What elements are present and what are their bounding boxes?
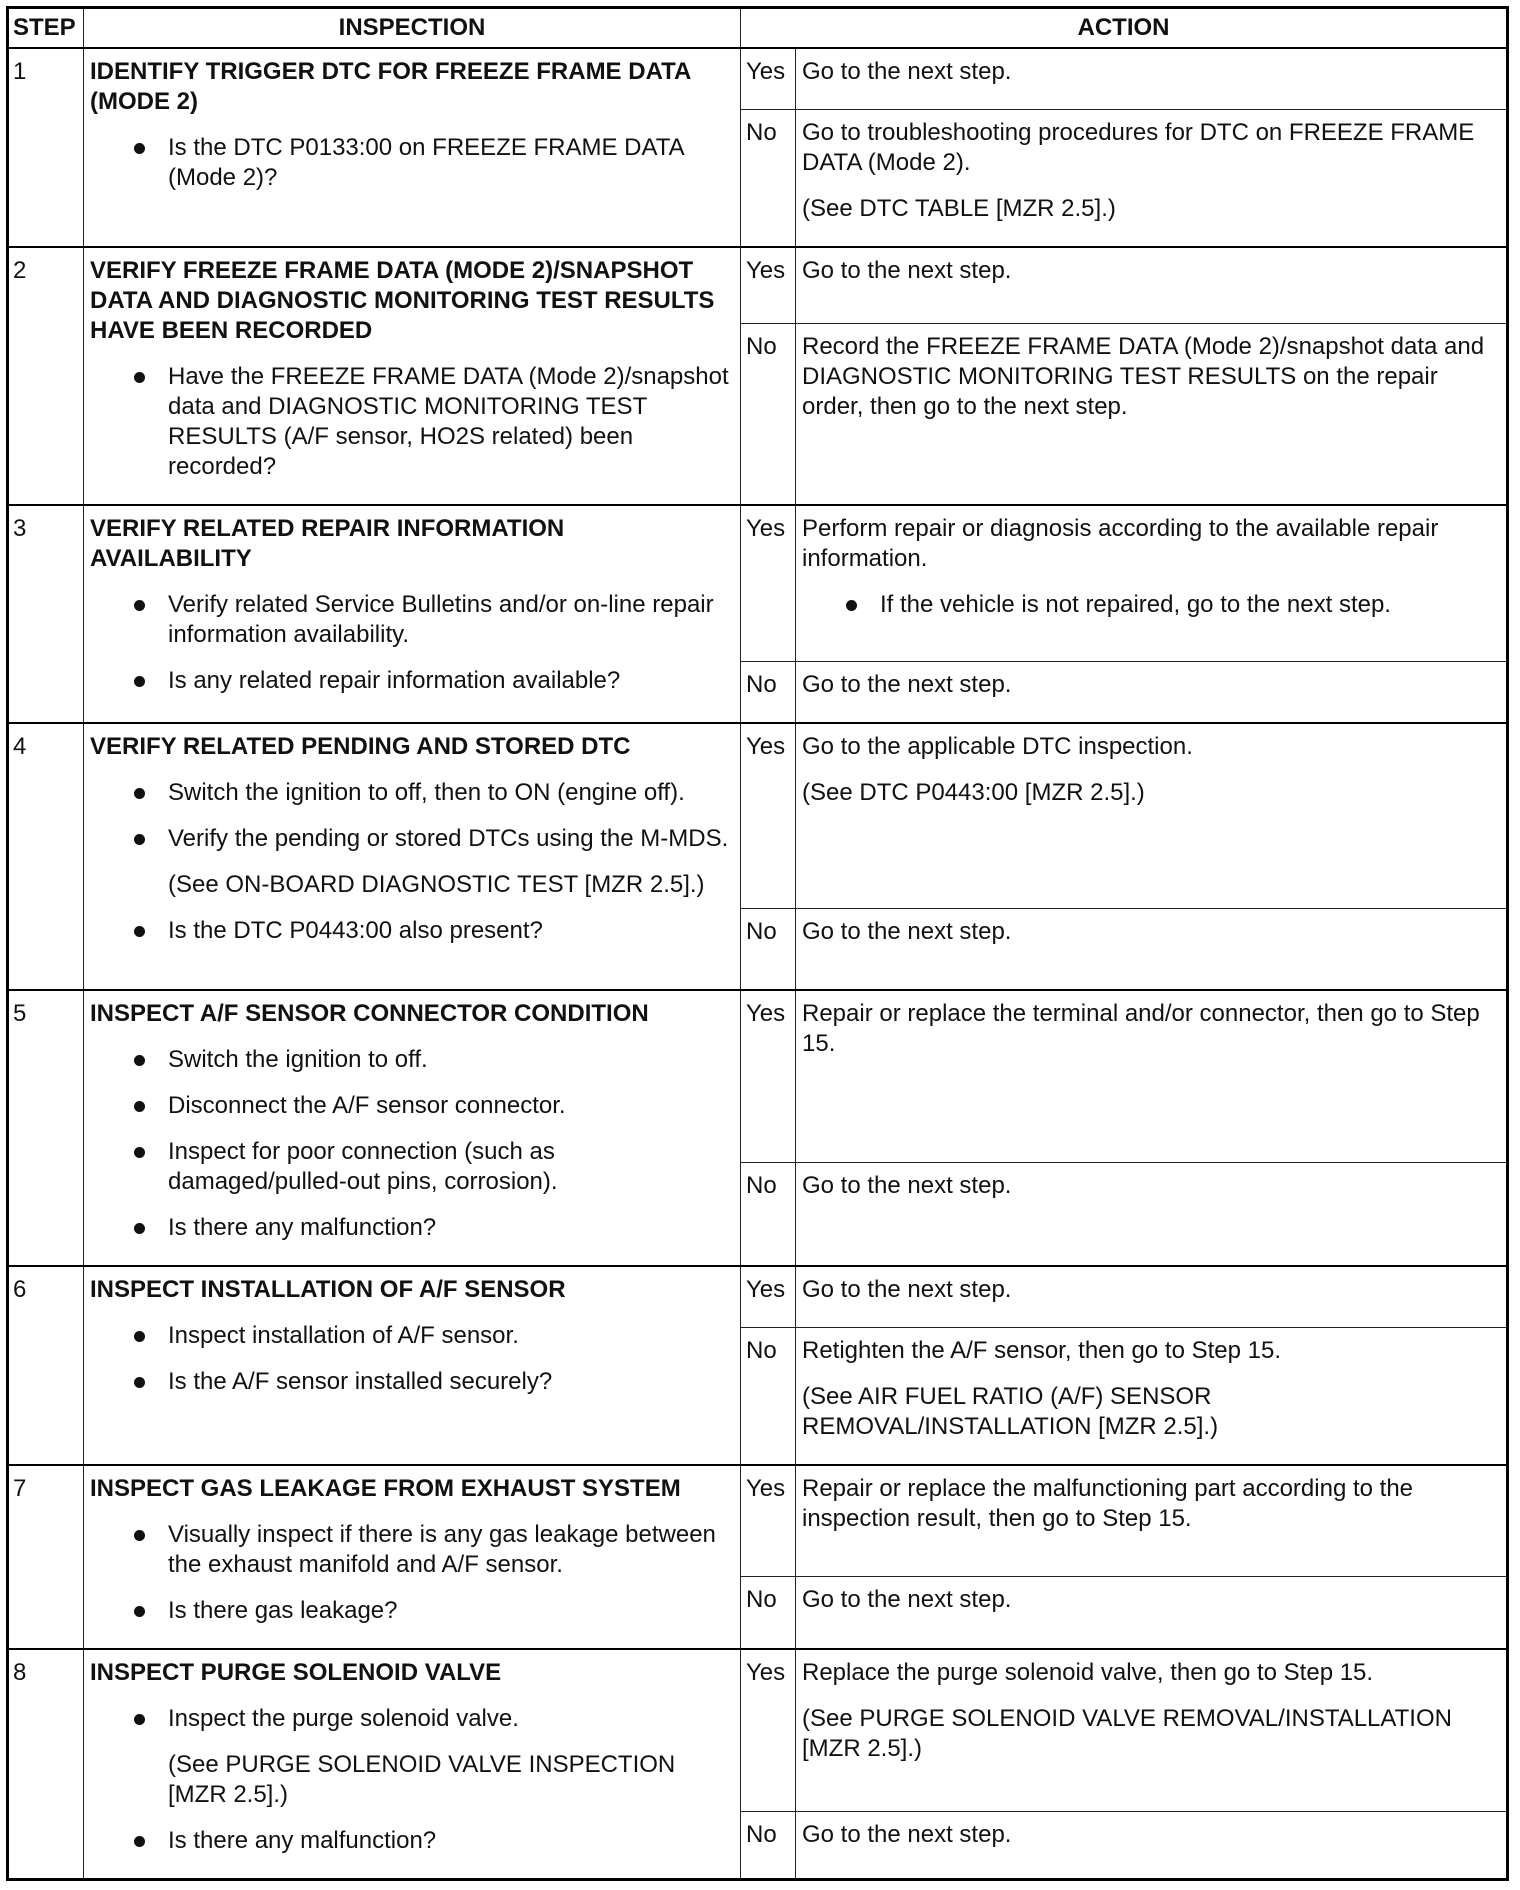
step-5-yes-row: [8, 990, 1508, 1163]
inspection-bullet: Inspect the purge solenoid valve.: [90, 1704, 730, 1734]
step-number: 5: [8, 990, 84, 1266]
step-4-yes-row: [8, 723, 1508, 909]
inspection-bullet: Is there gas leakage?: [90, 1596, 730, 1626]
inspection-cell: [84, 505, 741, 723]
step-number: 6: [8, 1266, 84, 1465]
inspection-bullet: Inspect for poor connection (such as damaged/pulled-out pins, corrosion).: [90, 1137, 730, 1197]
action-text: Go to the next step.: [802, 257, 1012, 284]
action-text: Go to troubleshooting procedures for DTC on FREEZE FRAME DATA (Mode 2).: [802, 119, 1475, 176]
no-label: No: [741, 1811, 796, 1879]
action-text: Go to the applicable DTC inspection.: [802, 732, 1193, 760]
inspection-cell: [84, 990, 741, 1266]
inspection-reference: (See PURGE SOLENOID VALVE INSPECTION [MZR 2.5].): [168, 1750, 676, 1808]
inspection-title: VERIFY RELATED REPAIR INFORMATION AVAILABILITY: [90, 515, 565, 572]
no-action-cell: [796, 1163, 1508, 1266]
inspection-title: INSPECT INSTALLATION OF A/F SENSOR: [90, 1275, 566, 1303]
no-label: No: [741, 909, 796, 990]
action-text: Go to the next step.: [802, 58, 1012, 85]
inspection-title: INSPECT A/F SENSOR CONNECTOR CONDITION: [90, 999, 649, 1027]
action-text: Retighten the A/F sensor, then go to Step 15.: [802, 1336, 1281, 1364]
action-text: Go to the next step.: [802, 1585, 1012, 1613]
yes-action-cell: [796, 505, 1508, 661]
yes-label: Yes: [741, 1649, 796, 1812]
step-8-yes-row: [8, 1649, 1508, 1812]
inspection-bullet: Inspect installation of A/F sensor.: [90, 1321, 730, 1351]
step-3-yes-row: [8, 505, 1508, 661]
inspection-bullet: Switch the ignition to off, then to ON (engine off).: [90, 778, 730, 808]
header-row: [8, 8, 1508, 49]
inspection-title: INSPECT GAS LEAKAGE FROM EXHAUST SYSTEM: [90, 1474, 681, 1502]
no-action-cell: [796, 324, 1508, 505]
inspection-bullet: Verify the pending or stored DTCs using the M-MDS.: [90, 824, 730, 854]
no-label: No: [741, 661, 796, 723]
inspection-bullet: Is the DTC P0443:00 also present?: [90, 916, 730, 946]
yes-label: Yes: [741, 1465, 796, 1577]
action-text: Record the FREEZE FRAME DATA (Mode 2)/snapshot data and DIAGNOSTIC MONITORING TEST RESULTS on the repair order, then go to the next step.: [802, 333, 1485, 421]
no-label: No: [741, 110, 796, 248]
action-text: Go to the next step.: [802, 1820, 1012, 1848]
yes-action-cell: [796, 247, 1508, 324]
yes-label: Yes: [741, 1266, 796, 1328]
yes-action-cell: [796, 1266, 1508, 1328]
step-column-header: STEP: [8, 8, 84, 49]
diagnostic-table: [6, 6, 1509, 1881]
yes-action-cell: [796, 48, 1508, 110]
yes-action-cell: [796, 1465, 1508, 1577]
inspection-cell: [84, 247, 741, 505]
inspection-cell: [84, 1649, 741, 1880]
no-action-cell: [796, 661, 1508, 723]
inspection-bullet: Have the FREEZE FRAME DATA (Mode 2)/snapshot data and DIAGNOSTIC MONITORING TEST RESULTS (A/F sensor, HO2S related) been recorded?: [90, 362, 730, 482]
no-label: No: [741, 1576, 796, 1648]
inspection-bullet: Verify related Service Bulletins and/or on-line repair information availability.: [90, 590, 730, 650]
yes-label: Yes: [741, 48, 796, 110]
action-text: (See DTC TABLE [MZR 2.5].): [802, 195, 1116, 222]
action-text: Go to the next step.: [802, 1172, 1012, 1200]
action-text: (See DTC P0443:00 [MZR 2.5].): [802, 778, 1145, 806]
inspection-title: VERIFY FREEZE FRAME DATA (MODE 2)/SNAPSHOT DATA AND DIAGNOSTIC MONITORING TEST RESULTS HAVE BEEN RECORDED: [90, 257, 715, 344]
yes-label: Yes: [741, 990, 796, 1163]
yes-action-cell: [796, 990, 1508, 1163]
step-number: 8: [8, 1649, 84, 1880]
step-number: 3: [8, 505, 84, 723]
step-number: 7: [8, 1465, 84, 1649]
action-text: (See PURGE SOLENOID VALVE REMOVAL/INSTALLATION [MZR 2.5].): [802, 1704, 1452, 1762]
inspection-title: INSPECT PURGE SOLENOID VALVE: [90, 1658, 502, 1686]
action-text: Go to the next step.: [802, 1275, 1012, 1303]
step-1-yes-row: [8, 48, 1508, 110]
yes-action-cell: [796, 723, 1508, 909]
action-text: Repair or replace the terminal and/or connector, then go to Step 15.: [802, 999, 1480, 1057]
step-6-yes-row: [8, 1266, 1508, 1328]
action-text: (See AIR FUEL RATIO (A/F) SENSOR REMOVAL/INSTALLATION [MZR 2.5].): [802, 1382, 1219, 1440]
no-action-cell: [796, 1576, 1508, 1648]
no-label: No: [741, 324, 796, 505]
step-number: 4: [8, 723, 84, 990]
no-action-cell: [796, 909, 1508, 990]
table-body: [8, 48, 1508, 1879]
inspection-reference: (See ON-BOARD DIAGNOSTIC TEST [MZR 2.5].): [168, 870, 705, 898]
inspection-bullet: Is there any malfunction?: [90, 1826, 730, 1856]
action-text: Replace the purge solenoid valve, then go to Step 15.: [802, 1658, 1374, 1686]
inspection-cell: [84, 1465, 741, 1649]
action-text: Repair or replace the malfunctioning part according to the inspection result, then go to Step 15.: [802, 1474, 1414, 1532]
step-2-yes-row: [8, 247, 1508, 324]
inspection-bullet: Is any related repair information available?: [90, 666, 730, 696]
action-text: Go to the next step.: [802, 918, 1012, 945]
no-action-cell: [796, 1811, 1508, 1879]
yes-label: Yes: [741, 505, 796, 661]
inspection-bullet: Is there any malfunction?: [90, 1213, 730, 1243]
step-number: 1: [8, 48, 84, 247]
inspection-cell: [84, 48, 741, 247]
no-label: No: [741, 1327, 796, 1465]
no-label: No: [741, 1163, 796, 1266]
inspection-bullet: Disconnect the A/F sensor connector.: [90, 1091, 730, 1121]
diagnostic-procedure-document: [6, 6, 1506, 1878]
inspection-title: VERIFY RELATED PENDING AND STORED DTC: [90, 732, 631, 760]
action-text: Go to the next step.: [802, 670, 1012, 698]
step-number: 2: [8, 247, 84, 505]
inspection-bullet: Switch the ignition to off.: [90, 1045, 730, 1075]
inspection-cell: [84, 723, 741, 990]
yes-label: Yes: [741, 723, 796, 909]
inspection-bullet: Is the A/F sensor installed securely?: [90, 1367, 730, 1397]
inspection-bullet: Visually inspect if there is any gas leakage between the exhaust manifold and A/F sensor.: [90, 1520, 730, 1580]
inspection-title: IDENTIFY TRIGGER DTC FOR FREEZE FRAME DATA (MODE 2): [90, 58, 691, 115]
no-action-cell: [796, 1327, 1508, 1465]
action-text: Perform repair or diagnosis according to the available repair information.: [802, 515, 1439, 572]
yes-action-cell: [796, 1649, 1508, 1812]
inspection-bullet: Is the DTC P0133:00 on FREEZE FRAME DATA (Mode 2)?: [90, 133, 730, 193]
action-bullet: If the vehicle is not repaired, go to the next step.: [802, 590, 1500, 620]
yes-label: Yes: [741, 247, 796, 324]
action-column-header: ACTION: [741, 8, 1508, 49]
inspection-cell: [84, 1266, 741, 1465]
no-action-cell: [796, 110, 1508, 248]
inspection-column-header: INSPECTION: [84, 8, 741, 49]
step-7-yes-row: [8, 1465, 1508, 1577]
